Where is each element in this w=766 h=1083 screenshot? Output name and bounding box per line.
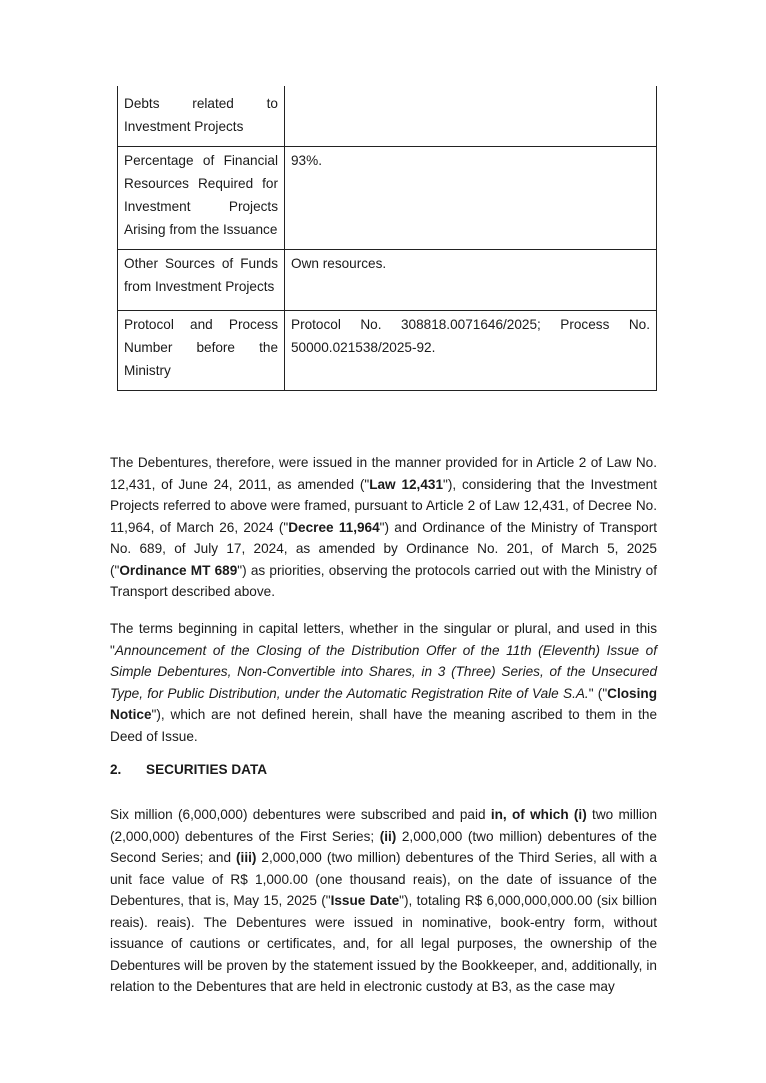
row-value-percentage: 93%.: [285, 147, 657, 250]
defined-term-decree: Decree 11,964: [288, 519, 380, 535]
text-span: "), considering that the Investment Projects referred to above were framed, pursuant to Article 2 of Law 12,431, of Decree No. 11,964, of March 26, 2024 (": [110, 476, 658, 535]
bold-marker: (ii): [379, 828, 397, 844]
text-span: The Debentures, therefore, were issued in the manner provided for in Article 2 of Law No. 12,431, of June 24, 2011, as amended (": [110, 455, 657, 492]
announcement-title: Announcement of the Closing of the Distribution Offer of the 11th (Eleventh) Issue of Simple Debentures, Non-Convertible into Shares, in 3 (Three) Series, of the Unsecured Type, for Public Distribution, under the Automatic Registration Rite of Vale S.A.: [110, 642, 657, 701]
text-span: ") as priorities, observing the protocols carried out with the Ministry of Transport described above.: [110, 562, 657, 599]
text-span: The terms beginning in capital letters, whether in the singular or plural, and used in this ": [110, 621, 657, 658]
row-value-other-sources: Own resources.: [285, 250, 657, 311]
paragraph-securities-data: [110, 804, 657, 998]
defined-term-closing-notice: Closing Notice: [110, 685, 657, 722]
bold-marker: (iii): [236, 850, 257, 865]
defined-term-ordinance: Ordinance MT 689: [119, 562, 238, 578]
table-row: [118, 250, 657, 311]
text-span: "), totaling R$ 6,000,000,000.00 (six billion reais). reais). The Debentures were issued in nominative, book-entry form, without issuance of cautions or certificates, and, for all legal purposes, the ownership of the Debentures will be proven by the statement issued by the Bookkeeper, and, additionally, in relation to the Debentures that are held in electronic custody at B3, as the case may: [110, 893, 657, 994]
text-span: Six million (6,000,000) debentures were subscribed and paid: [110, 807, 491, 822]
text-span: two million (2,000,000) debentures of the First Series;: [110, 807, 658, 844]
paragraph-defined-terms: [110, 618, 657, 747]
defined-term-issue-date: Issue Date: [330, 893, 400, 908]
row-label-debts: Debts related to Investment Projects: [118, 86, 285, 147]
text-span: 2,000,000 (two million) debentures of the Third Series, all with a unit face value of R$ 1,000.00 (one thousand reais), on the date of issuance of the Debentures, that is, May 15, 2025 (": [110, 850, 657, 908]
text-span: "), which are not defined herein, shall have the meaning ascribed to them in the Deed of Issue.: [110, 707, 657, 744]
row-label-other-sources: Other Sources of Funds from Investment Projects: [118, 250, 285, 311]
text-span: 2,000,000 (two million) debentures of the Second Series; and: [110, 828, 657, 865]
row-label-percentage: Percentage of Financial Resources Required for Investment Projects Arising from the Issuance: [118, 147, 285, 250]
row-value-protocol: Protocol No. 308818.0071646/2025; Process No. 50000.021538/2025-92.: [285, 311, 657, 391]
table-row: [118, 86, 657, 147]
text-span: ") and Ordinance of the Ministry of Transport No. 689, of July 17, 2024, as amended by Ordinance No. 201, of March 5, 2025 (": [110, 519, 657, 578]
bold-marker: in, of which (i): [490, 807, 587, 822]
text-span: " (": [588, 685, 608, 701]
row-value-debts: [285, 86, 657, 147]
table-row: [118, 147, 657, 250]
section-number: 2.: [110, 762, 122, 777]
defined-term-law: Law 12,431: [369, 476, 444, 492]
section-heading: [110, 762, 267, 777]
investment-projects-table: [117, 86, 657, 391]
paragraph-law-12431: [110, 452, 657, 603]
table-row: [118, 311, 657, 391]
section-title: SECURITIES DATA: [146, 762, 268, 777]
row-label-protocol: Protocol and Process Number before the Ministry: [118, 311, 285, 391]
